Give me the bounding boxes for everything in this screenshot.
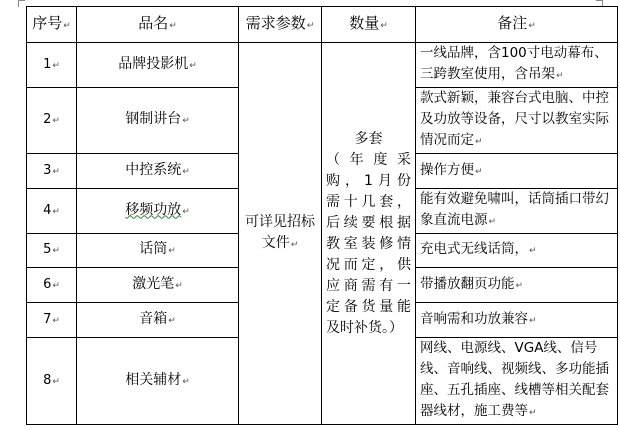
header-no: 序号↵ (27, 7, 77, 43)
table-header-row (27, 7, 618, 43)
row-note: 带播放翻页功能↵ (416, 268, 618, 303)
row-note: 一线品牌，含100寸电动幕布、三跨教室使用，含吊架↵ (416, 43, 618, 88)
header-name: 品名↵ (77, 7, 239, 43)
row-no: 1↵ (27, 43, 77, 88)
qty-line: 应商需有一 (326, 277, 411, 294)
row-note: 款式新颖，兼容台式电脑、中控及功放等设备，尺寸以教室实际情况而定↵ (416, 88, 618, 154)
table-row (27, 43, 618, 88)
row-no: 6↵ (27, 268, 77, 303)
qty-line: 后续要根据 (326, 214, 411, 231)
row-no: 7↵ (27, 303, 77, 338)
row-name: 相关辅材↵ (77, 338, 239, 425)
row-name: 激光笔↵ (77, 268, 239, 303)
row-name: 话筒↵ (77, 234, 239, 268)
qty-line: 多套 (354, 130, 383, 147)
table-corner-marker-top-left (18, 0, 25, 7)
header-note: 备注↵ (416, 7, 618, 43)
qty-merged-cell (322, 43, 416, 425)
row-name: 品牌投影机↵ (77, 43, 239, 88)
row-name: 音箱↵ (77, 303, 239, 338)
qty-line: 教室装修情 (326, 235, 411, 252)
row-name: 移频功放↵ (77, 189, 239, 234)
row-no: 5↵ (27, 234, 77, 268)
qty-line: （年度采 (326, 151, 411, 168)
qty-line: 况而定，供 (326, 256, 411, 273)
row-name: 钢制讲台↵ (77, 88, 239, 154)
qty-line: 及时补货。） (326, 319, 403, 336)
param-merged-cell: 可详见招标文件↵ (239, 43, 322, 425)
procurement-table (26, 6, 618, 425)
row-no: 4↵ (27, 189, 77, 234)
qty-line: 需十几套， (326, 193, 411, 210)
qty-line: 购，1月份 (326, 172, 411, 189)
row-no: 8↵ (27, 338, 77, 425)
row-note: 操作方便↵ (416, 154, 618, 189)
row-no: 3↵ (27, 154, 77, 189)
header-param: 需求参数↵ (239, 7, 322, 43)
row-note: 能有效避免啸叫，话筒插口带幻象直流电源↵ (416, 189, 618, 234)
row-name: 中控系统↵ (77, 154, 239, 189)
qty-line: 定备货量能 (326, 298, 411, 315)
header-qty: 数量↵ (322, 7, 416, 43)
row-note: 音响需和功放兼容↵ (416, 303, 618, 338)
row-no: 2↵ (27, 88, 77, 154)
row-note: 充电式无线话筒，↵ (416, 234, 618, 268)
row-note: 网线、电源线、VGA线、信号线、音响线、视频线、多功能插座、五孔插座、线槽等相关配套器线材，施工费等↵ (416, 338, 618, 425)
